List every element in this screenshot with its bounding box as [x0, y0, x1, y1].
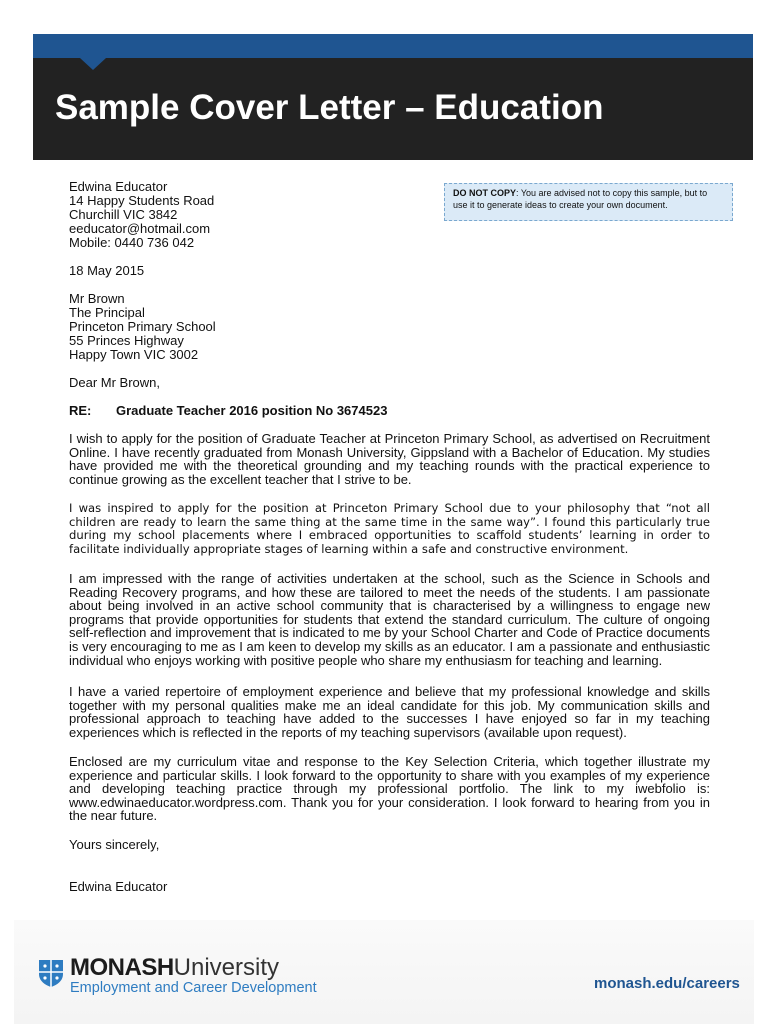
subject-line	[69, 404, 387, 418]
brand-strong: MONASH	[70, 954, 174, 981]
sender-mobile: Mobile: 0440 736 042	[69, 235, 195, 250]
body-paragraph-3: I am impressed with the range of activities undertaken at the school, such as the Science in Schools and Reading Recovery programs, and how these are tailored to meet the needs of the students. I am passionate about being involved in an active school community that is characterised by a willingness to engage new programs that provide opportunities for students that extend the standard curriculum. The culture of ongoing self-reflection and improvement that is indicated to me by your School Charter and Code of Practice documents is very encouraging to me as I am keen to develop my skills as an educator. I am a passionate and enthusiastic individual who enjoys working with positive people who share my enthusiasm for teaching and learning.	[69, 571, 710, 668]
brand-subtitle: Employment and Career Development	[70, 980, 317, 996]
subject-label: RE:	[69, 403, 92, 418]
recipient-town: Happy Town VIC 3002	[69, 347, 199, 362]
careers-link[interactable]: monash.edu/careers	[594, 975, 740, 992]
letter-date: 18 May 2015	[69, 263, 145, 278]
recipient-name: Mr Brown	[69, 291, 125, 306]
sender-email: eeducator@hotmail.com	[69, 221, 211, 236]
body-paragraph-1: I wish to apply for the position of Graduate Teacher at Princeton Primary School, as advertised on Recruitment Online. I have recently graduated from Monash University, Gippsland with a Bachelor of Education. My studies have provided me with the theoretical grounding and my teaching rounds with the practical experience to continue growing as the excellent teacher that I strive to be.	[69, 431, 710, 487]
header-accent-band	[33, 34, 753, 58]
body-paragraph-4: I have a varied repertoire of employment experience and believe that my professional knowledge and skills together with my personal qualities make me an ideal candidate for this job. My communication skills and professional approach to teaching have added to the successes I have enjoyed so far in my teaching experiences which is reflected in the reports of my teaching supervisors (available upon request).	[69, 684, 710, 740]
recipient-title: The Principal	[69, 305, 145, 320]
sender-address-line-2: Churchill VIC 3842	[69, 207, 178, 222]
note-text: : You are advised not to copy this sample, but to use it to generate ideas to create your own document.	[453, 188, 708, 210]
sender-address	[69, 180, 214, 250]
note-bold: DO NOT COPY	[453, 188, 517, 198]
recipient-street: 55 Princes Highway	[69, 333, 184, 348]
do-not-copy-note	[444, 183, 733, 221]
monash-crest-icon	[38, 958, 64, 988]
sender-address-line-1: 14 Happy Students Road	[69, 193, 215, 208]
recipient-address	[69, 292, 216, 362]
salutation: Dear Mr Brown,	[69, 375, 161, 390]
signature-name: Edwina Educator	[69, 879, 168, 894]
recipient-school: Princeton Primary School	[69, 319, 216, 334]
closing: Yours sincerely,	[69, 837, 160, 852]
monash-logo-text	[70, 954, 279, 982]
page-title: Sample Cover Letter – Education	[55, 88, 604, 127]
header-notch	[80, 58, 106, 70]
body-paragraph-2: I was inspired to apply for the position at Princeton Primary School due to your philosophy that “not all children are ready to learn the same thing at the same time in the same way”. I found this particularly true during my school placements where I embraced opportunities to scaffold students’ learning in order to facilitate individually appropriate stages of learning within a safe and constructive environment.	[69, 501, 710, 556]
body-paragraph-5: Enclosed are my curriculum vitae and response to the Key Selection Criteria, which together illustrate my experience and particular skills. I look forward to the opportunity to share with you examples of my experience and developing teaching practice through my professional portfolio. The link to my iwebfolio is: www.edwinaeducator.wordpress.com. Thank you for your consideration. I look forward to hearing from you in the near future.	[69, 754, 710, 824]
sender-name: Edwina Educator	[69, 179, 168, 194]
subject-text: Graduate Teacher 2016 position No 3674523	[116, 403, 388, 418]
brand-light: University	[173, 954, 280, 981]
